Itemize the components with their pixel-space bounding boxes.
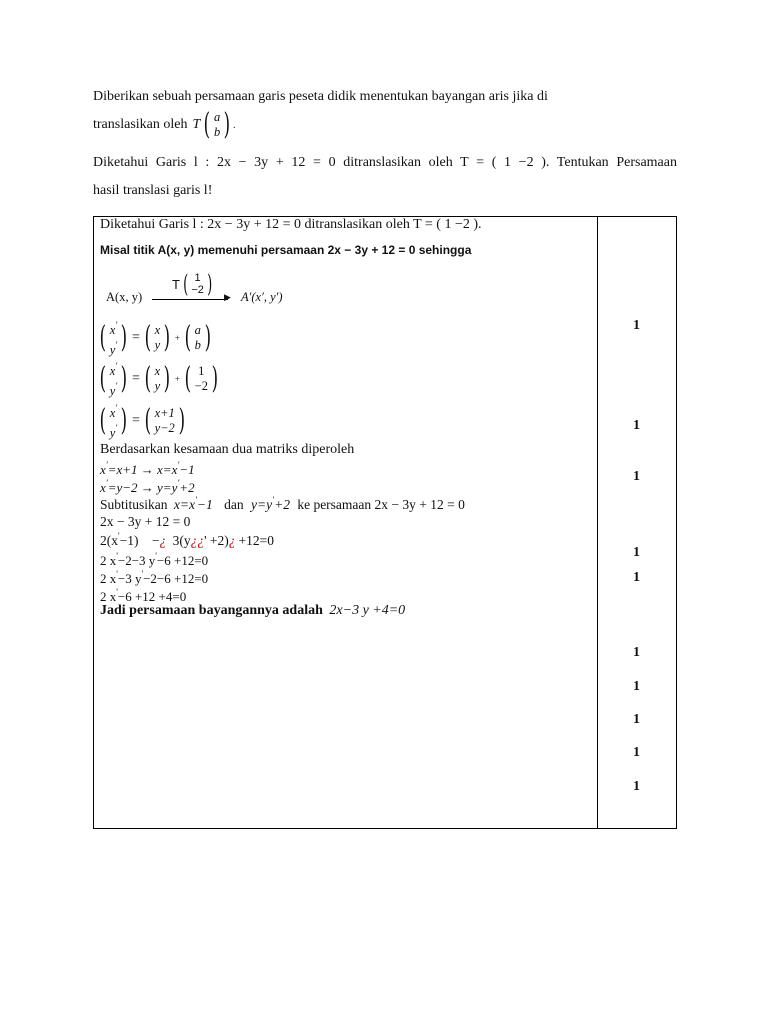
diagram-arrowhead-icon: ▶: [224, 292, 231, 302]
matrix-equation-3: ( x' y' ) = ( x+1 y−2 ): [99, 403, 185, 440]
solution-misal: Misal titik A(x, y) memenuhi persamaan 2x − 3y + 12 = 0 sehingga: [100, 243, 472, 257]
translation-diagram: [100, 266, 300, 314]
vector-b: b: [214, 125, 221, 139]
solution-known: Diketahui Garis l : 2x − 3y + 12 = 0 ditranslasikan oleh T = ( 1 −2 ).: [100, 217, 482, 232]
derivation-eq-2: x'=y−2 → y=y'+2: [100, 478, 195, 495]
score-7: 1: [633, 679, 640, 694]
score-6: 1: [633, 645, 640, 660]
diagram-t2: −2: [191, 284, 204, 296]
score-1: 1: [633, 318, 640, 333]
translation-symbol: T: [192, 117, 201, 132]
derivation-step-4: 2 x'−3 y'−2−6 +12=0: [100, 569, 209, 586]
score-5: 1: [633, 570, 640, 585]
diagram-T-letter: T: [172, 276, 180, 292]
derivation-step-3: 2 x'−2−3 y'−6 +12=0: [100, 551, 209, 568]
question-line-2: hasil translasi garis l!: [93, 183, 213, 198]
diagram-T: T ( 1 −2 ): [172, 270, 213, 298]
score-2: 1: [633, 418, 640, 433]
matrix-equation-2: ( x' y' ) = ( x y ) + ( 1 −2 ): [99, 361, 219, 398]
intro-line-2-prefix: translasikan oleh: [93, 117, 188, 132]
derivation-step-5: 2 x'−6 +12 +4=0: [100, 587, 187, 604]
matrix-equation-1: ( x' y' ) = ( x y ) + ( a b ): [99, 320, 211, 357]
intro-line-2-suffix: .: [232, 119, 236, 131]
score-3: 1: [633, 469, 640, 484]
diagram-arrow: [152, 299, 228, 300]
score-9: 1: [633, 745, 640, 760]
final-answer: Jadi persamaan bayangannya adalah 2x−3 y +4=0: [100, 603, 406, 618]
intro-translation-vector: ( a b ): [203, 107, 231, 142]
diagram-t1: 1: [194, 272, 201, 284]
derivation-step-2: 2(x'−1) −¿ 3(y¿¿' +2)¿ +12=0: [100, 531, 275, 548]
score-8: 1: [633, 712, 640, 727]
diagram-from: A(x, y): [106, 290, 143, 304]
diagram-to: A′(x′, y′): [241, 290, 283, 304]
score-10: 1: [633, 779, 640, 794]
score-column-divider: [597, 216, 598, 829]
question-line-1: Diketahui Garis l : 2x − 3y + 12 = 0 ditranslasikan oleh T = ( 1 −2 ). Tentukan Persamaan: [93, 155, 677, 170]
solution-berdasar: Berdasarkan kesamaan dua matriks diperoleh: [100, 442, 355, 457]
derivation-eq-1: x'=x+1 → x=x'−1: [100, 460, 195, 477]
derivation-substitution: Subtitusikan x=x'−1 dan y=y'+2 ke persamaan 2x − 3y + 12 = 0: [100, 495, 465, 512]
vector-a: a: [214, 110, 221, 124]
intro-line-1: Diberikan sebuah persamaan garis peseta didik menentukan bayangan aris jika di: [93, 89, 548, 104]
intro-line-2: [93, 107, 236, 142]
derivation-step-1: 2x − 3y + 12 = 0: [100, 514, 191, 529]
score-4: 1: [633, 545, 640, 560]
